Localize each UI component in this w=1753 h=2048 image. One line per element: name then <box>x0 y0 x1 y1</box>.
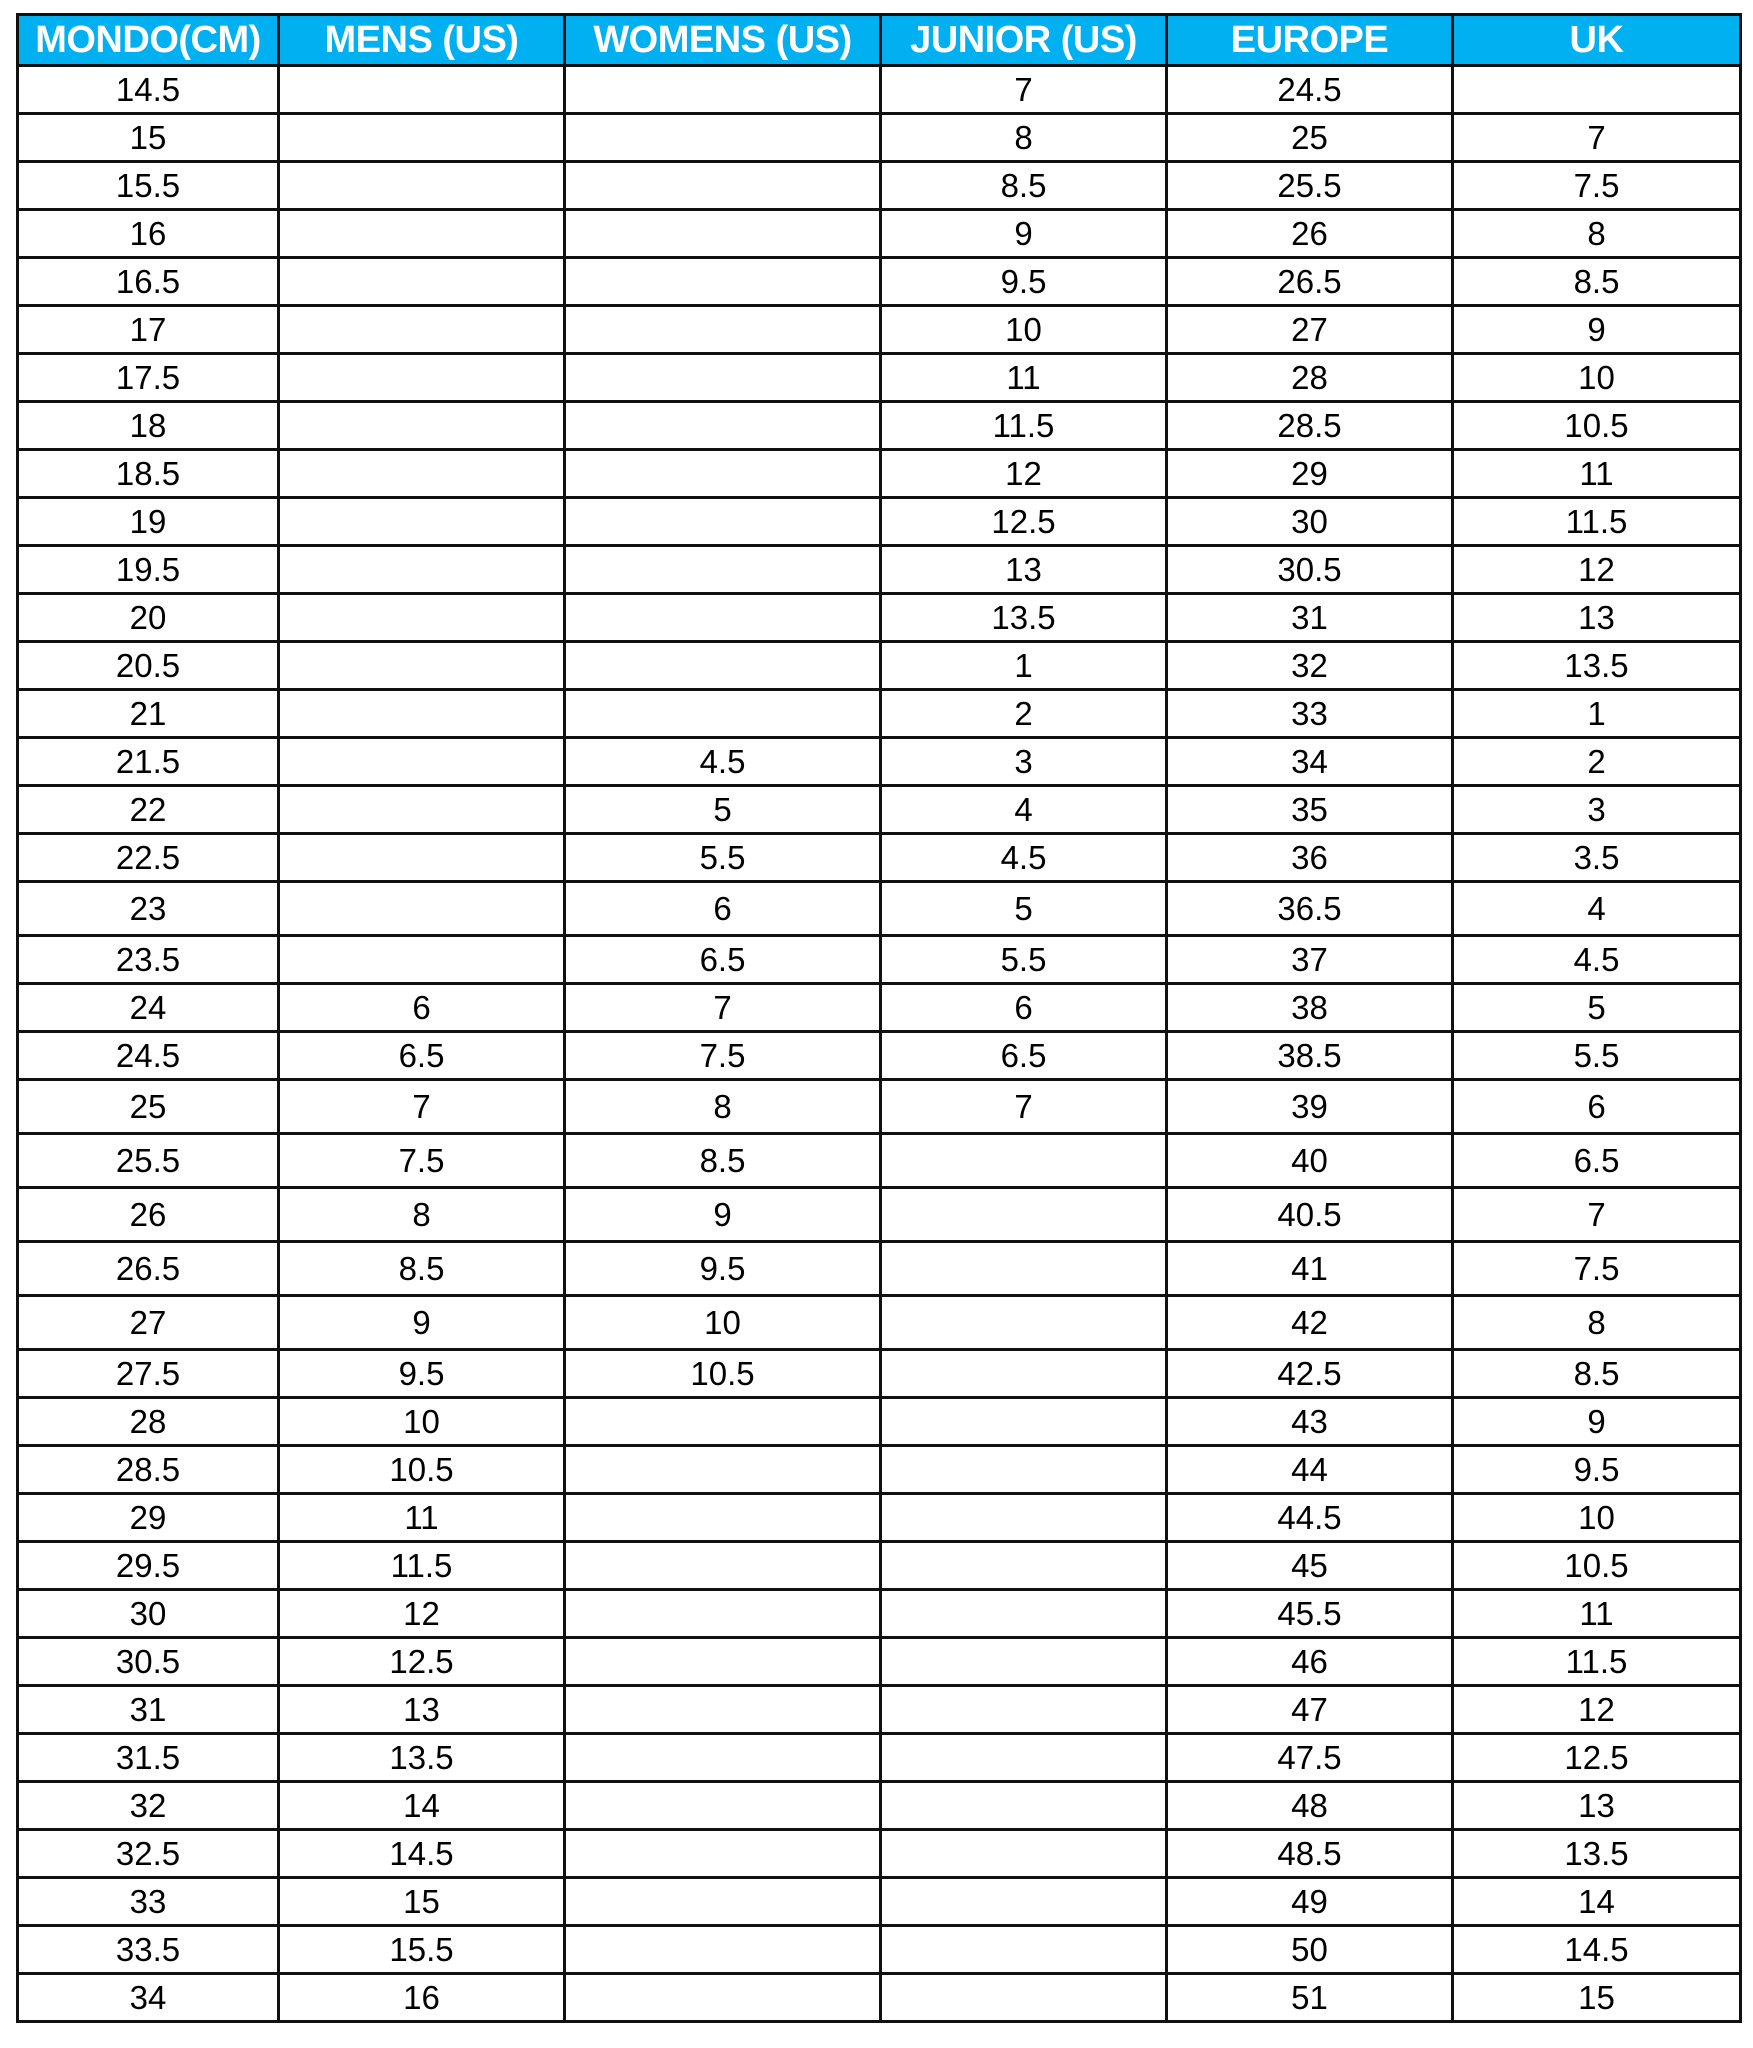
cell-womens-us: 7 <box>565 984 881 1032</box>
cell-junior-us <box>881 1446 1167 1494</box>
cell-mens-us <box>279 402 565 450</box>
cell-uk: 1 <box>1453 690 1741 738</box>
cell-mondo-cm: 28 <box>18 1398 279 1446</box>
cell-europe: 28.5 <box>1167 402 1453 450</box>
cell-uk: 6.5 <box>1453 1134 1741 1188</box>
table-row <box>18 402 1741 450</box>
cell-europe: 41 <box>1167 1242 1453 1296</box>
cell-mondo-cm: 31.5 <box>18 1734 279 1782</box>
cell-womens-us: 4.5 <box>565 738 881 786</box>
cell-europe: 51 <box>1167 1974 1453 2022</box>
cell-junior-us: 9.5 <box>881 258 1167 306</box>
cell-mens-us <box>279 594 565 642</box>
cell-mondo-cm: 24 <box>18 984 279 1032</box>
cell-junior-us: 12.5 <box>881 498 1167 546</box>
cell-womens-us: 6 <box>565 882 881 936</box>
cell-junior-us <box>881 1878 1167 1926</box>
cell-womens-us <box>565 1494 881 1542</box>
table-row <box>18 1974 1741 2022</box>
cell-mens-us <box>279 786 565 834</box>
cell-uk: 7 <box>1453 114 1741 162</box>
cell-uk: 9 <box>1453 1398 1741 1446</box>
cell-womens-us <box>565 162 881 210</box>
cell-womens-us: 5.5 <box>565 834 881 882</box>
column-header-europe: EUROPE <box>1167 15 1453 66</box>
cell-uk <box>1453 66 1741 114</box>
table-row <box>18 834 1741 882</box>
cell-uk: 8.5 <box>1453 258 1741 306</box>
cell-junior-us: 5.5 <box>881 936 1167 984</box>
cell-womens-us: 7.5 <box>565 1032 881 1080</box>
cell-womens-us <box>565 1590 881 1638</box>
cell-mens-us: 7 <box>279 1080 565 1134</box>
table-row <box>18 642 1741 690</box>
cell-mondo-cm: 30 <box>18 1590 279 1638</box>
cell-europe: 40 <box>1167 1134 1453 1188</box>
cell-junior-us <box>881 1134 1167 1188</box>
cell-mens-us <box>279 162 565 210</box>
cell-europe: 35 <box>1167 786 1453 834</box>
cell-uk: 10.5 <box>1453 402 1741 450</box>
cell-womens-us: 10 <box>565 1296 881 1350</box>
cell-mondo-cm: 21 <box>18 690 279 738</box>
cell-junior-us: 8.5 <box>881 162 1167 210</box>
cell-womens-us <box>565 1446 881 1494</box>
cell-europe: 42 <box>1167 1296 1453 1350</box>
table-row <box>18 882 1741 936</box>
cell-europe: 24.5 <box>1167 66 1453 114</box>
cell-mondo-cm: 24.5 <box>18 1032 279 1080</box>
cell-womens-us <box>565 66 881 114</box>
column-header-junior-us: JUNIOR (US) <box>881 15 1167 66</box>
table-row <box>18 594 1741 642</box>
cell-europe: 25.5 <box>1167 162 1453 210</box>
cell-junior-us <box>881 1590 1167 1638</box>
cell-womens-us <box>565 306 881 354</box>
cell-uk: 12 <box>1453 1686 1741 1734</box>
cell-junior-us: 11.5 <box>881 402 1167 450</box>
cell-europe: 37 <box>1167 936 1453 984</box>
cell-junior-us: 8 <box>881 114 1167 162</box>
cell-mondo-cm: 16.5 <box>18 258 279 306</box>
cell-uk: 11.5 <box>1453 498 1741 546</box>
cell-junior-us <box>881 1188 1167 1242</box>
cell-mens-us: 14.5 <box>279 1830 565 1878</box>
cell-mens-us: 8 <box>279 1188 565 1242</box>
cell-uk: 10.5 <box>1453 1542 1741 1590</box>
cell-europe: 33 <box>1167 690 1453 738</box>
cell-uk: 14 <box>1453 1878 1741 1926</box>
cell-mens-us <box>279 354 565 402</box>
cell-mondo-cm: 23 <box>18 882 279 936</box>
cell-europe: 40.5 <box>1167 1188 1453 1242</box>
header-row <box>18 15 1741 66</box>
table-row <box>18 354 1741 402</box>
cell-mondo-cm: 29 <box>18 1494 279 1542</box>
table-row <box>18 1542 1741 1590</box>
cell-junior-us <box>881 1296 1167 1350</box>
cell-uk: 7.5 <box>1453 1242 1741 1296</box>
cell-junior-us <box>881 1242 1167 1296</box>
table-row <box>18 1686 1741 1734</box>
cell-womens-us <box>565 1734 881 1782</box>
cell-europe: 27 <box>1167 306 1453 354</box>
cell-uk: 11.5 <box>1453 1638 1741 1686</box>
cell-junior-us: 5 <box>881 882 1167 936</box>
cell-uk: 2 <box>1453 738 1741 786</box>
cell-junior-us: 11 <box>881 354 1167 402</box>
table-row <box>18 1830 1741 1878</box>
cell-mens-us <box>279 306 565 354</box>
cell-mens-us: 9.5 <box>279 1350 565 1398</box>
cell-mens-us <box>279 690 565 738</box>
cell-mondo-cm: 30.5 <box>18 1638 279 1686</box>
cell-uk: 3.5 <box>1453 834 1741 882</box>
cell-mondo-cm: 22 <box>18 786 279 834</box>
cell-uk: 8.5 <box>1453 1350 1741 1398</box>
cell-womens-us <box>565 1878 881 1926</box>
cell-uk: 13.5 <box>1453 1830 1741 1878</box>
cell-womens-us: 8.5 <box>565 1134 881 1188</box>
cell-mens-us <box>279 498 565 546</box>
table-row <box>18 1446 1741 1494</box>
cell-womens-us: 8 <box>565 1080 881 1134</box>
cell-mens-us <box>279 258 565 306</box>
cell-junior-us <box>881 1734 1167 1782</box>
cell-europe: 30.5 <box>1167 546 1453 594</box>
cell-mens-us: 13.5 <box>279 1734 565 1782</box>
cell-uk: 8 <box>1453 1296 1741 1350</box>
cell-junior-us <box>881 1638 1167 1686</box>
cell-uk: 15 <box>1453 1974 1741 2022</box>
table-row <box>18 1782 1741 1830</box>
cell-uk: 11 <box>1453 1590 1741 1638</box>
cell-uk: 4 <box>1453 882 1741 936</box>
cell-womens-us <box>565 1686 881 1734</box>
cell-womens-us <box>565 642 881 690</box>
cell-europe: 29 <box>1167 450 1453 498</box>
cell-mondo-cm: 32.5 <box>18 1830 279 1878</box>
cell-womens-us <box>565 402 881 450</box>
cell-womens-us <box>565 1782 881 1830</box>
cell-mondo-cm: 33.5 <box>18 1926 279 1974</box>
cell-mens-us: 13 <box>279 1686 565 1734</box>
cell-womens-us: 9.5 <box>565 1242 881 1296</box>
cell-europe: 44 <box>1167 1446 1453 1494</box>
cell-uk: 12.5 <box>1453 1734 1741 1782</box>
table-row <box>18 1878 1741 1926</box>
cell-mondo-cm: 25 <box>18 1080 279 1134</box>
cell-europe: 26 <box>1167 210 1453 258</box>
cell-mens-us: 10 <box>279 1398 565 1446</box>
table-row <box>18 258 1741 306</box>
cell-europe: 44.5 <box>1167 1494 1453 1542</box>
table-row <box>18 546 1741 594</box>
cell-junior-us <box>881 1782 1167 1830</box>
cell-europe: 43 <box>1167 1398 1453 1446</box>
cell-uk: 5.5 <box>1453 1032 1741 1080</box>
cell-womens-us <box>565 498 881 546</box>
cell-junior-us <box>881 1494 1167 1542</box>
cell-mens-us: 8.5 <box>279 1242 565 1296</box>
cell-womens-us <box>565 210 881 258</box>
cell-womens-us <box>565 258 881 306</box>
cell-mondo-cm: 22.5 <box>18 834 279 882</box>
cell-mondo-cm: 14.5 <box>18 66 279 114</box>
column-header-mens-us: MENS (US) <box>279 15 565 66</box>
cell-womens-us <box>565 1974 881 2022</box>
cell-mondo-cm: 32 <box>18 1782 279 1830</box>
column-header-mondo: MONDO(CM) <box>18 15 279 66</box>
table-row <box>18 690 1741 738</box>
cell-womens-us <box>565 450 881 498</box>
cell-europe: 50 <box>1167 1926 1453 1974</box>
cell-junior-us <box>881 1926 1167 1974</box>
cell-mondo-cm: 20 <box>18 594 279 642</box>
cell-mondo-cm: 20.5 <box>18 642 279 690</box>
cell-europe: 47.5 <box>1167 1734 1453 1782</box>
cell-junior-us: 13.5 <box>881 594 1167 642</box>
cell-mondo-cm: 29.5 <box>18 1542 279 1590</box>
table-row <box>18 162 1741 210</box>
cell-europe: 36 <box>1167 834 1453 882</box>
cell-mondo-cm: 25.5 <box>18 1134 279 1188</box>
cell-uk: 11 <box>1453 450 1741 498</box>
table-row <box>18 114 1741 162</box>
cell-mondo-cm: 16 <box>18 210 279 258</box>
cell-europe: 28 <box>1167 354 1453 402</box>
cell-junior-us <box>881 1350 1167 1398</box>
table-row <box>18 1242 1741 1296</box>
cell-mens-us <box>279 642 565 690</box>
cell-junior-us: 3 <box>881 738 1167 786</box>
cell-europe: 32 <box>1167 642 1453 690</box>
cell-europe: 45.5 <box>1167 1590 1453 1638</box>
cell-junior-us: 10 <box>881 306 1167 354</box>
cell-womens-us <box>565 1926 881 1974</box>
cell-mens-us: 11.5 <box>279 1542 565 1590</box>
cell-junior-us <box>881 1830 1167 1878</box>
cell-europe: 46 <box>1167 1638 1453 1686</box>
cell-mens-us <box>279 936 565 984</box>
cell-europe: 49 <box>1167 1878 1453 1926</box>
cell-uk: 13 <box>1453 594 1741 642</box>
cell-uk: 7.5 <box>1453 162 1741 210</box>
cell-uk: 10 <box>1453 1494 1741 1542</box>
cell-europe: 25 <box>1167 114 1453 162</box>
cell-mondo-cm: 33 <box>18 1878 279 1926</box>
cell-junior-us <box>881 1974 1167 2022</box>
cell-mens-us: 12.5 <box>279 1638 565 1686</box>
cell-mens-us: 9 <box>279 1296 565 1350</box>
cell-europe: 26.5 <box>1167 258 1453 306</box>
cell-europe: 38 <box>1167 984 1453 1032</box>
cell-uk: 12 <box>1453 546 1741 594</box>
cell-mondo-cm: 23.5 <box>18 936 279 984</box>
cell-europe: 30 <box>1167 498 1453 546</box>
cell-womens-us <box>565 690 881 738</box>
cell-junior-us <box>881 1542 1167 1590</box>
cell-europe: 42.5 <box>1167 1350 1453 1398</box>
cell-mens-us <box>279 114 565 162</box>
cell-europe: 48.5 <box>1167 1830 1453 1878</box>
cell-mondo-cm: 26.5 <box>18 1242 279 1296</box>
cell-junior-us: 6.5 <box>881 1032 1167 1080</box>
cell-womens-us <box>565 354 881 402</box>
cell-junior-us: 9 <box>881 210 1167 258</box>
cell-junior-us <box>881 1398 1167 1446</box>
cell-womens-us <box>565 1398 881 1446</box>
table-row <box>18 66 1741 114</box>
cell-uk: 3 <box>1453 786 1741 834</box>
cell-uk: 7 <box>1453 1188 1741 1242</box>
cell-junior-us: 6 <box>881 984 1167 1032</box>
column-header-uk: UK <box>1453 15 1741 66</box>
table-row <box>18 738 1741 786</box>
cell-mondo-cm: 19 <box>18 498 279 546</box>
cell-mens-us: 10.5 <box>279 1446 565 1494</box>
cell-womens-us <box>565 594 881 642</box>
table-row <box>18 306 1741 354</box>
cell-uk: 13.5 <box>1453 642 1741 690</box>
table-row <box>18 1926 1741 1974</box>
table-row <box>18 1494 1741 1542</box>
cell-mondo-cm: 18 <box>18 402 279 450</box>
cell-mondo-cm: 15.5 <box>18 162 279 210</box>
cell-junior-us: 2 <box>881 690 1167 738</box>
cell-mondo-cm: 19.5 <box>18 546 279 594</box>
cell-uk: 13 <box>1453 1782 1741 1830</box>
table-row <box>18 450 1741 498</box>
cell-mondo-cm: 26 <box>18 1188 279 1242</box>
cell-mondo-cm: 31 <box>18 1686 279 1734</box>
table-body <box>18 66 1741 2022</box>
cell-junior-us: 7 <box>881 66 1167 114</box>
cell-mens-us <box>279 546 565 594</box>
table-row <box>18 1134 1741 1188</box>
cell-womens-us: 10.5 <box>565 1350 881 1398</box>
cell-europe: 34 <box>1167 738 1453 786</box>
cell-uk: 5 <box>1453 984 1741 1032</box>
cell-uk: 4.5 <box>1453 936 1741 984</box>
cell-mondo-cm: 27 <box>18 1296 279 1350</box>
table-row <box>18 1398 1741 1446</box>
cell-europe: 38.5 <box>1167 1032 1453 1080</box>
cell-mondo-cm: 21.5 <box>18 738 279 786</box>
cell-womens-us <box>565 1830 881 1878</box>
cell-womens-us: 9 <box>565 1188 881 1242</box>
cell-mens-us: 7.5 <box>279 1134 565 1188</box>
cell-europe: 48 <box>1167 1782 1453 1830</box>
column-header-womens-us: WOMENS (US) <box>565 15 881 66</box>
table-row <box>18 786 1741 834</box>
cell-junior-us: 7 <box>881 1080 1167 1134</box>
cell-europe: 47 <box>1167 1686 1453 1734</box>
cell-mens-us: 15 <box>279 1878 565 1926</box>
cell-junior-us: 4.5 <box>881 834 1167 882</box>
cell-womens-us: 5 <box>565 786 881 834</box>
cell-mens-us <box>279 450 565 498</box>
cell-womens-us <box>565 1542 881 1590</box>
cell-mondo-cm: 17 <box>18 306 279 354</box>
cell-uk: 14.5 <box>1453 1926 1741 1974</box>
cell-uk: 9 <box>1453 306 1741 354</box>
cell-mens-us <box>279 66 565 114</box>
cell-mens-us: 14 <box>279 1782 565 1830</box>
size-conversion-table <box>16 13 1742 2023</box>
cell-junior-us <box>881 1686 1167 1734</box>
cell-europe: 39 <box>1167 1080 1453 1134</box>
table-row <box>18 1188 1741 1242</box>
table-row <box>18 1350 1741 1398</box>
cell-mens-us <box>279 882 565 936</box>
table-row <box>18 1080 1741 1134</box>
table-row <box>18 1296 1741 1350</box>
cell-mens-us: 6.5 <box>279 1032 565 1080</box>
cell-uk: 10 <box>1453 354 1741 402</box>
cell-womens-us <box>565 1638 881 1686</box>
cell-mens-us: 16 <box>279 1974 565 2022</box>
table-row <box>18 1638 1741 1686</box>
cell-europe: 45 <box>1167 1542 1453 1590</box>
cell-uk: 8 <box>1453 210 1741 258</box>
cell-mondo-cm: 28.5 <box>18 1446 279 1494</box>
cell-mondo-cm: 27.5 <box>18 1350 279 1398</box>
cell-mens-us <box>279 738 565 786</box>
table-row <box>18 210 1741 258</box>
cell-mens-us <box>279 834 565 882</box>
cell-mondo-cm: 18.5 <box>18 450 279 498</box>
table-row <box>18 1734 1741 1782</box>
cell-mondo-cm: 34 <box>18 1974 279 2022</box>
cell-mens-us: 15.5 <box>279 1926 565 1974</box>
cell-junior-us: 4 <box>881 786 1167 834</box>
cell-uk: 9.5 <box>1453 1446 1741 1494</box>
table-row <box>18 936 1741 984</box>
cell-europe: 36.5 <box>1167 882 1453 936</box>
table-row <box>18 498 1741 546</box>
cell-womens-us: 6.5 <box>565 936 881 984</box>
table-row <box>18 1590 1741 1638</box>
cell-junior-us: 12 <box>881 450 1167 498</box>
cell-europe: 31 <box>1167 594 1453 642</box>
cell-womens-us <box>565 114 881 162</box>
cell-mens-us: 12 <box>279 1590 565 1638</box>
cell-mondo-cm: 17.5 <box>18 354 279 402</box>
table-row <box>18 984 1741 1032</box>
cell-mens-us: 11 <box>279 1494 565 1542</box>
cell-mondo-cm: 15 <box>18 114 279 162</box>
cell-mens-us <box>279 210 565 258</box>
cell-womens-us <box>565 546 881 594</box>
cell-uk: 6 <box>1453 1080 1741 1134</box>
table-row <box>18 1032 1741 1080</box>
cell-junior-us: 1 <box>881 642 1167 690</box>
cell-mens-us: 6 <box>279 984 565 1032</box>
cell-junior-us: 13 <box>881 546 1167 594</box>
